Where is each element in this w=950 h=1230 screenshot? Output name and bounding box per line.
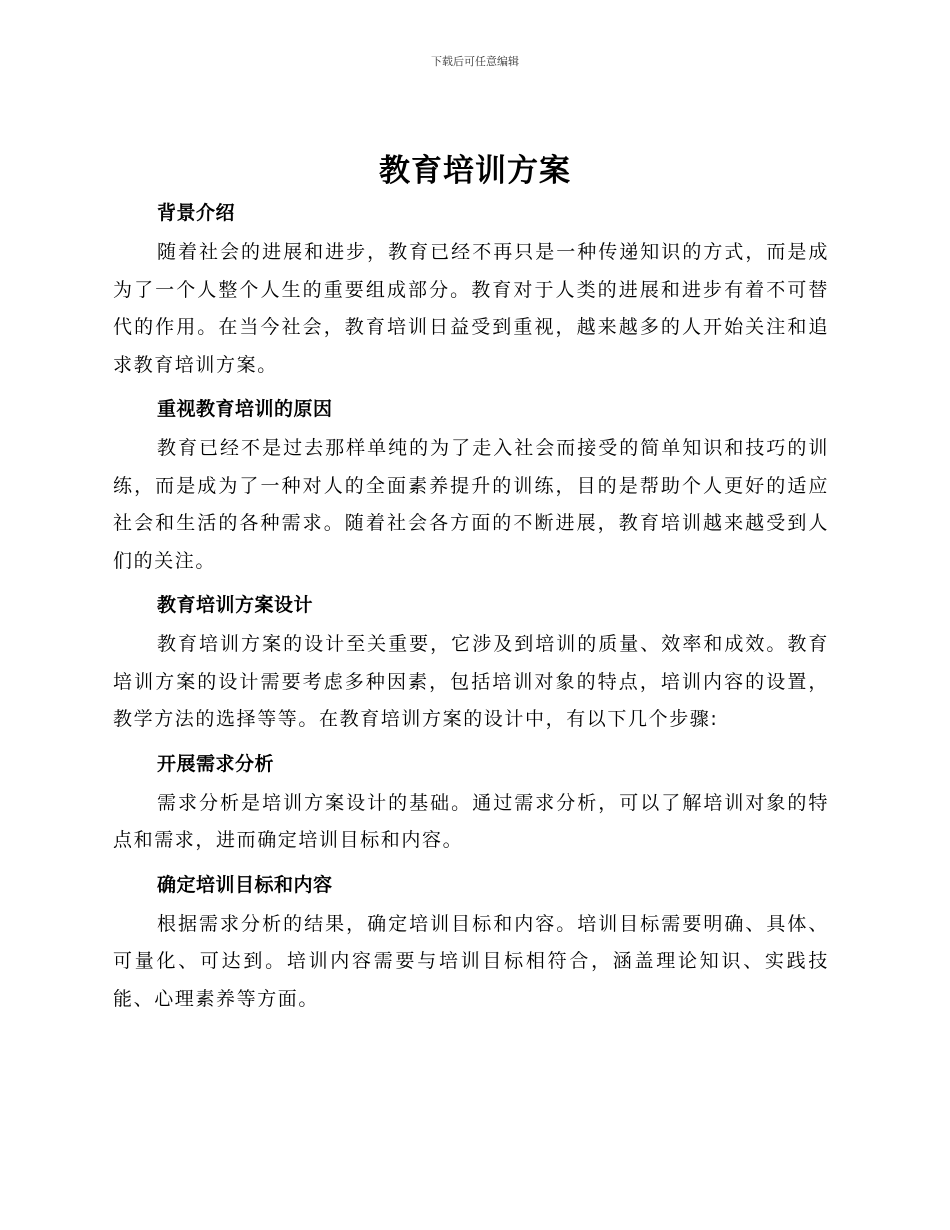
section-needs-analysis: [113, 747, 829, 860]
section-importance: [113, 392, 829, 580]
section-heading: 教育培训方案设计: [157, 594, 314, 616]
section-heading: 确定培训目标和内容: [157, 873, 333, 896]
section-paragraph: 根据需求分析的结果，确定培训目标和内容。培训目标需要明确、具体、可量化、可达到。培训内容需要与培训目标相符合，涵盖理论知识、实践技能、心理素养等方面。: [113, 912, 829, 1010]
document-title: 教育培训方案: [379, 153, 571, 189]
section-paragraph: 教育培训方案的设计至关重要，它涉及到培训的质量、效率和成效。教育培训方案的设计需要考虑多种因素，包括培训对象的特点，培训内容的设置，教学方法的选择等等。在教育培训方案的设计中，有以下几个步骤:: [113, 633, 829, 730]
section-heading: 重视教育培训的原因: [157, 398, 333, 420]
document-body: [113, 196, 829, 1026]
section-heading: 背景介绍: [157, 202, 236, 224]
section-background: [113, 196, 829, 384]
section-paragraph: 随着社会的进展和进步，教育已经不再只是一种传递知识的方式，而是成为了一个人整个人生的重要组成部分。教育对于人类的进展和进步有着不可替代的作用。在当今社会，教育培训日益受到重视，越来越多的人开始关注和追求教育培训方案。: [113, 241, 829, 376]
section-paragraph: 需求分析是培训方案设计的基础。通过需求分析，可以了解培训对象的特点和需求，进而确定培训目标和内容。: [113, 791, 829, 851]
header-note: 下载后可任意编辑: [431, 55, 519, 68]
section-paragraph: 教育已经不是过去那样单纯的为了走入社会而接受的简单知识和技巧的训练，而是成为了一种对人的全面素养提升的训练，目的是帮助个人更好的适应社会和生活的各种需求。随着社会各方面的不断进展，教育培训越来越受到人们的关注。: [113, 437, 829, 572]
section-design: [113, 588, 829, 739]
section-goals-content: [113, 868, 829, 1019]
section-heading: 开展需求分析: [157, 752, 275, 775]
